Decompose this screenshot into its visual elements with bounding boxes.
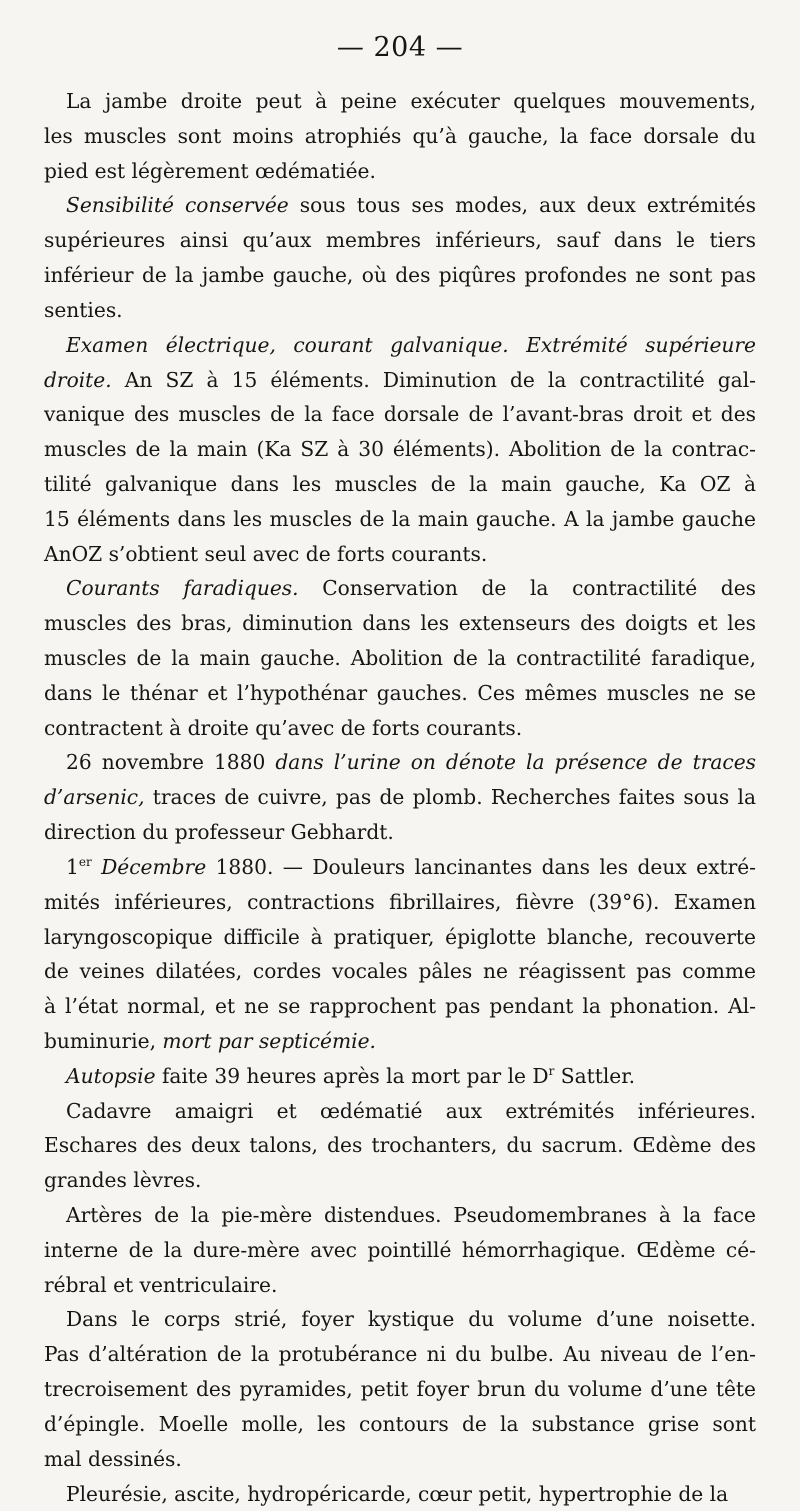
text-line bbox=[44, 84, 756, 119]
text-segment: muscles de la main gauche. Abolition de la contractilité faradique, bbox=[44, 646, 756, 670]
text-line bbox=[44, 815, 756, 850]
text-line bbox=[44, 711, 756, 746]
text-line bbox=[44, 467, 756, 502]
text-segment bbox=[92, 855, 101, 879]
text-segment: traces de cuivre, pas de plomb. Recherches faites sous la bbox=[145, 785, 756, 809]
italic-text: courant galvanique. Extrémité supérieure bbox=[293, 333, 756, 357]
text-segment: sous tous ses modes, aux deux extrémités bbox=[289, 193, 756, 217]
text-segment: 1880. — Douleurs lancinantes dans les deux extré- bbox=[206, 855, 756, 879]
text-segment: senties. bbox=[44, 298, 123, 322]
text-segment: 15 éléments dans les muscles de la main gauche. A la jambe gauche bbox=[44, 507, 756, 531]
text-line bbox=[44, 328, 756, 363]
text-segment: à l’état normal, et ne se rapprochent pas pendant la phonation. Al- bbox=[44, 994, 756, 1018]
italic-text: d’arsenic, bbox=[44, 785, 145, 809]
text-line bbox=[44, 954, 756, 989]
text-line bbox=[44, 850, 756, 885]
text-line bbox=[44, 606, 756, 641]
text-line bbox=[44, 1128, 756, 1163]
paragraph bbox=[44, 1302, 756, 1476]
italic-text: Courants faradiques. bbox=[66, 576, 299, 600]
text-segment: les muscles sont moins atrophiés qu’à gauche, la face dorsale du bbox=[44, 124, 756, 148]
text-segment: de veines dilatées, cordes vocales pâles ne réagissent pas comme bbox=[44, 959, 756, 983]
paragraph bbox=[44, 188, 756, 327]
text-segment bbox=[276, 333, 293, 357]
body-text bbox=[44, 84, 756, 1511]
text-segment: tilité galvanique dans les muscles de la main gauche, Ka OZ à bbox=[44, 472, 756, 496]
paragraph bbox=[44, 850, 756, 1059]
text-line bbox=[44, 154, 756, 189]
text-segment: Artères de la pie-mère distendues. Pseudomembranes à la face bbox=[66, 1203, 756, 1227]
text-segment: Sattler. bbox=[554, 1064, 635, 1088]
italic-text: Décembre bbox=[101, 855, 206, 879]
text-line bbox=[44, 1094, 756, 1129]
text-segment: La jambe droite peut à peine exécuter quelques mouvements, bbox=[66, 89, 756, 113]
text-line bbox=[44, 1233, 756, 1268]
text-line bbox=[44, 397, 756, 432]
text-line bbox=[44, 1407, 756, 1442]
text-line bbox=[44, 258, 756, 293]
text-line bbox=[44, 1198, 756, 1233]
text-segment: mités inférieures, contractions fibrillaires, fièvre (39°6). Examen bbox=[44, 890, 756, 914]
text-segment: vanique des muscles de la face dorsale de l’avant-bras droit et des bbox=[44, 402, 756, 426]
text-segment: inférieur de la jambe gauche, où des piqûres profondes ne sont pas bbox=[44, 263, 756, 287]
text-line bbox=[44, 885, 756, 920]
italic-text: mort par septicémie. bbox=[162, 1029, 376, 1053]
text-line bbox=[44, 780, 756, 815]
italic-text: Examen électrique, bbox=[66, 333, 276, 357]
paragraph bbox=[44, 1094, 756, 1198]
text-segment: AnOZ s’obtient seul avec de forts courants. bbox=[44, 542, 487, 566]
text-line bbox=[44, 745, 756, 780]
text-segment: dans le thénar et l’hypothénar gauches. Ces mêmes muscles ne se bbox=[44, 681, 756, 705]
italic-text: Sensibilité conservée bbox=[66, 193, 289, 217]
text-line bbox=[44, 920, 756, 955]
text-line bbox=[44, 1337, 756, 1372]
text-segment: d’épingle. Moelle molle, les contours de la substance grise sont bbox=[44, 1412, 756, 1436]
text-segment: rébral et ventriculaire. bbox=[44, 1273, 277, 1297]
text-segment: mal dessinés. bbox=[44, 1447, 182, 1471]
text-line bbox=[44, 1442, 756, 1477]
text-segment: pied est légèrement œdématiée. bbox=[44, 159, 376, 183]
text-line bbox=[44, 641, 756, 676]
text-line bbox=[44, 1059, 756, 1094]
text-line bbox=[44, 1163, 756, 1198]
superscript-text: er bbox=[79, 855, 92, 869]
text-segment: contractent à droite qu’avec de forts courants. bbox=[44, 716, 522, 740]
text-segment: 26 novembre 1880 bbox=[66, 750, 275, 774]
text-line bbox=[44, 293, 756, 328]
text-segment: grandes lèvres. bbox=[44, 1168, 201, 1192]
text-segment: An SZ à 15 éléments. Diminution de la contractilité gal- bbox=[112, 368, 756, 392]
text-segment: muscles de la main (Ka SZ à 30 éléments). Abolition de la contrac- bbox=[44, 437, 756, 461]
italic-text: Autopsie bbox=[66, 1064, 156, 1088]
text-line bbox=[44, 1268, 756, 1303]
text-segment: laryngoscopique difficile à pratiquer, épiglotte blanche, recouverte bbox=[44, 925, 756, 949]
text-segment: buminurie, bbox=[44, 1029, 162, 1053]
text-line bbox=[44, 571, 756, 606]
text-line bbox=[44, 119, 756, 154]
text-line bbox=[44, 989, 756, 1024]
paragraph bbox=[44, 1059, 756, 1094]
text-segment: Pas d’altération de la protubérance ni du bulbe. Au niveau de l’en- bbox=[44, 1342, 756, 1366]
paragraph bbox=[44, 1477, 756, 1511]
text-line bbox=[44, 1372, 756, 1407]
paragraph bbox=[44, 328, 756, 572]
text-line bbox=[44, 1024, 756, 1059]
paragraph bbox=[44, 1198, 756, 1302]
text-segment: muscles des bras, diminution dans les extenseurs des doigts et les bbox=[44, 611, 756, 635]
page-number: — 204 — bbox=[0, 30, 800, 66]
text-segment: Conservation de la contractilité des bbox=[299, 576, 756, 600]
text-segment: Pleurésie, ascite, hydropéricarde, cœur petit, hypertrophie de la bbox=[66, 1482, 728, 1506]
superscript-text: r bbox=[549, 1064, 555, 1078]
text-line bbox=[44, 1302, 756, 1337]
text-line bbox=[44, 1477, 756, 1511]
text-line bbox=[44, 188, 756, 223]
text-segment: 1 bbox=[66, 855, 79, 879]
text-line bbox=[44, 363, 756, 398]
text-line bbox=[44, 676, 756, 711]
text-segment: interne de la dure-mère avec pointillé hémorrhagique. Œdème cé- bbox=[44, 1238, 756, 1262]
paragraph bbox=[44, 745, 756, 849]
paragraph bbox=[44, 571, 756, 745]
text-line bbox=[44, 223, 756, 258]
italic-text: dans l’urine on dénote la présence de traces bbox=[275, 750, 756, 774]
text-segment: Cadavre amaigri et œdématié aux extrémités inférieures. bbox=[66, 1099, 756, 1123]
text-segment: direction du professeur Gebhardt. bbox=[44, 820, 394, 844]
text-line bbox=[44, 502, 756, 537]
text-line bbox=[44, 537, 756, 572]
paragraph bbox=[44, 84, 756, 188]
text-segment: faite 39 heures après la mort par le D bbox=[156, 1064, 549, 1088]
text-segment: trecroisement des pyramides, petit foyer brun du volume d’une tête bbox=[44, 1377, 756, 1401]
text-segment: Eschares des deux talons, des trochanters, du sacrum. Œdème des bbox=[44, 1133, 756, 1157]
text-line bbox=[44, 432, 756, 467]
italic-text: droite. bbox=[44, 368, 112, 392]
text-segment: Dans le corps strié, foyer kystique du volume d’une noisette. bbox=[66, 1307, 756, 1331]
text-segment: supérieures ainsi qu’aux membres inférieurs, sauf dans le tiers bbox=[44, 228, 756, 252]
